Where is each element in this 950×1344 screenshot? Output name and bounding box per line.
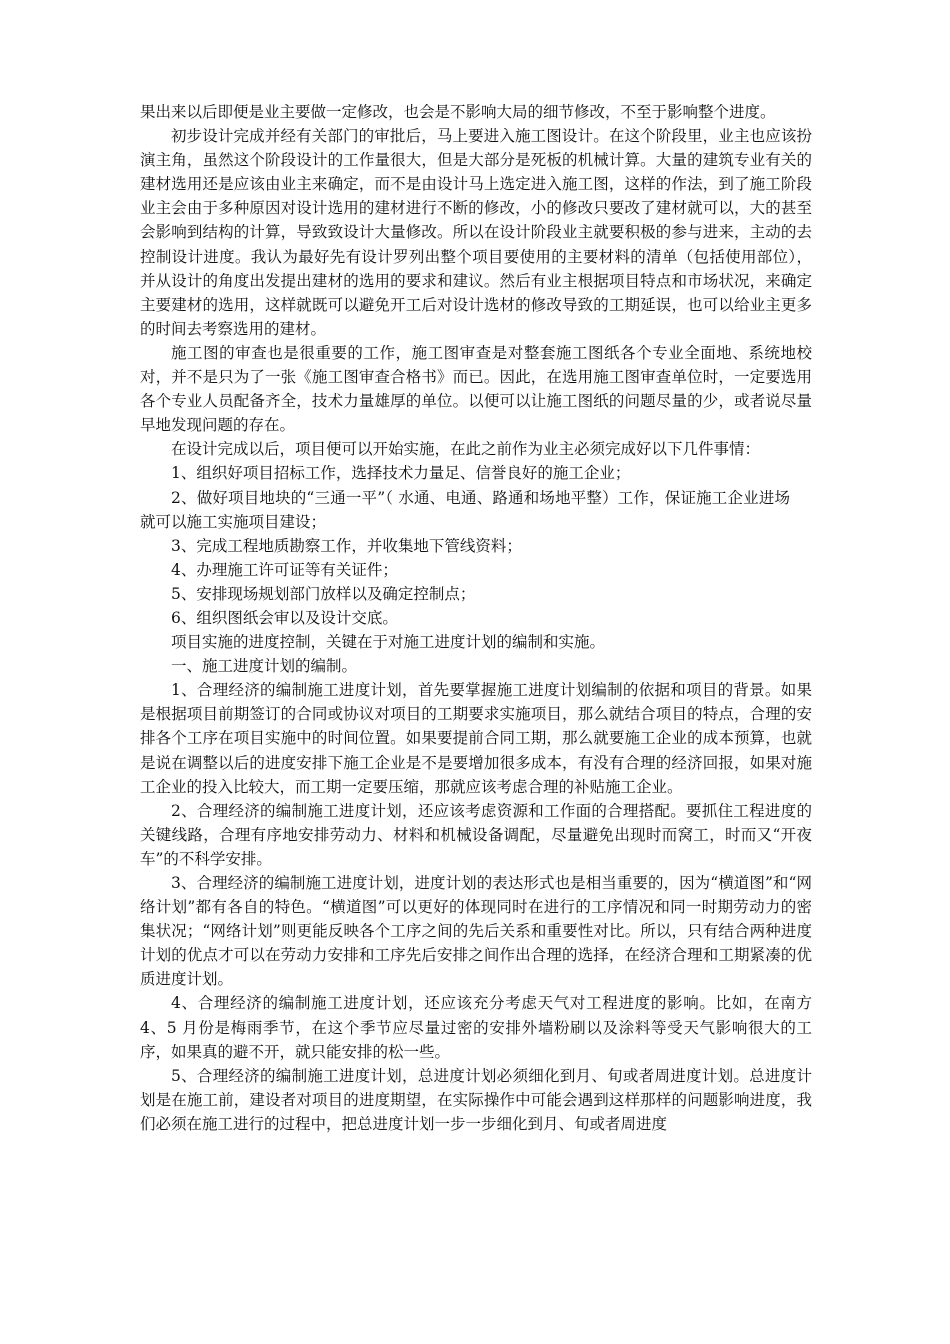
- paragraph: 5、安排现场规划部门放样以及确定控制点；: [171, 584, 476, 603]
- document-body: [140, 100, 812, 1136]
- paragraph: 2、做好项目地块的“三通一平”（ 水通、电通、路通和场地平整）工作，保证施工企业进场就可以施工实施项目建设；: [140, 488, 790, 531]
- paragraph: 2、合理经济的编制施工进度计划，还应该考虑资源和工作面的合理搭配。要抓住工程进度的关键线路，合理有序地安排劳动力、材料和机械设备调配，尽量避免出现时而窝工，时而又“开夜车”的不科学安排。: [140, 801, 812, 868]
- paragraph: 5、合理经济的编制施工进度计划，总进度计划必须细化到月、旬或者周进度计划。总进度计划是在施工前，建设者对项目的进度期望，在实际操作中可能会遇到这样那样的问题影响进度，我们必须在施工进行的过程中，把总进度计划一步一步细化到月、旬或者周进度: [140, 1066, 812, 1133]
- paragraph: 施工图的审查也是很重要的工作，施工图审查是对整套施工图纸各个专业全面地、系统地校对，并不是只为了一张《施工图审查合格书》而已。因此，在选用施工图审查单位时，一定要选用各个专业人员配备齐全，技术力量雄厚的单位。以便可以让施工图纸的问题尽量的少，或者说尽量早地发现问题的存在。: [140, 343, 812, 435]
- paragraph: 4、办理施工许可证等有关证件；: [171, 560, 398, 579]
- paragraph: 4、合理经济的编制施工进度计划，还应该充分考虑天气对工程进度的影响。比如，在南方 4、5 月份是梅雨季节，在这个季节应尽量过密的安排外墙粉刷以及涂料等受天气影响很大的工序，如果真的避不开，就只能安排的松一些。: [140, 994, 812, 1061]
- paragraph: 3、完成工程地质勘察工作，并收集地下管线资料；: [171, 536, 522, 555]
- paragraph: 3、合理经济的编制施工进度计划，进度计划的表达形式也是相当重要的，因为“横道图”和“网络计划”都有各自的特色。“横道图”可以更好的体现同时在进行的工序情况和同一时期劳动力的密集状况；“网络计划”则更能反映各个工序之间的先后关系和重要性对比。所以，只有结合两种进度计划的优点才可以在劳动力安排和工序先后安排之间作出合理的选择，在经济合理和工期紧凑的优质进度计划。: [140, 874, 812, 989]
- paragraph: 一、施工进度计划的编制。: [171, 657, 358, 676]
- paragraph: 在设计完成以后，项目便可以开始实施，在此之前作为业主必须完成好以下几件事情：: [171, 440, 761, 459]
- paragraph: 1、组织好项目招标工作，选择技术力量足、信誉良好的施工企业；: [171, 464, 631, 483]
- paragraph: 初步设计完成并经有关部门的审批后，马上要进入施工图设计。在这个阶段里，业主也应该扮演主角，虽然这个阶段设计的工作量很大，但是大部分是死板的机械计算。大量的建筑专业有关的建材选用还是应该由业主来确定，而不是由设计马上选定进入施工图，这样的作法，到了施工阶段业主会由于多种原因对设计选用的建材进行不断的修改，小的修改只要改了建材就可以，大的甚至会影响到结构的计算，导致致设计大量修改。所以在设计阶段业主就要积极的参与进来，主动的去控制设计进度。我认为最好先有设计罗列出整个项目要使用的主要材料的清单（包括使用部位），并从设计的角度出发提出建材的选用的要求和建议。然后有业主根据项目特点和市场状况，来确定主要建材的选用，这样就既可以避免开工后对设计选材的修改导致的工期延误，也可以给业主更多的时间去考察选用的建材。: [140, 127, 812, 338]
- paragraph: 果出来以后即便是业主要做一定修改，也会是不影响大局的细节修改，不至于影响整个进度。: [140, 103, 776, 121]
- paragraph: 1、合理经济的编制施工进度计划，首先要掌握施工进度计划编制的依据和项目的背景。如果是根据项目前期签订的合同或协议对项目的工期要求实施项目，那么就结合项目的特点，合理的安排各个工序在项目实施中的时间位置。如果要提前合同工期，那么就要施工企业的成本预算，也就是说在调整以后的进度安排下施工企业是不是要增加很多成本，有没有合理的经济回报，如果对施工企业的投入比较大，而工期一定要压缩，那就应该考虑合理的补贴施工企业。: [140, 681, 812, 796]
- paragraph: 项目实施的进度控制，关键在于对施工进度计划的编制和实施。: [171, 633, 606, 652]
- paragraph: 6、组织图纸会审以及设计交底。: [171, 608, 398, 627]
